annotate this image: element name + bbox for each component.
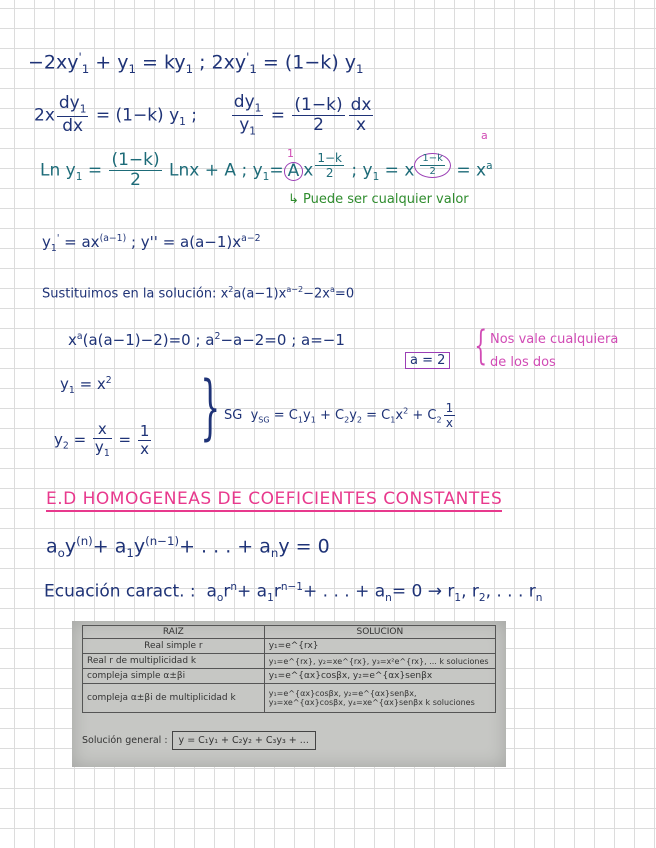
- equation-line-9: $a_oy^{(n)}+ a_1y^{(n-1)}+$ . . . + $a_ny = 0$: [46, 534, 330, 561]
- note-either-line2: de los dos: [490, 355, 556, 370]
- table-cell: Real simple r: [83, 639, 265, 654]
- boxed-solution: a = 2: [405, 354, 450, 367]
- note-any-value: ↳ Puede ser cualquier valor: [288, 192, 469, 207]
- general-solution-row: [82, 735, 316, 746]
- annotation-a: a: [481, 129, 488, 142]
- equation-line-3: Ln $y_1$ = $\frac{(1-k)}{2}$ Lnx + A ; $y_1= A$ x $^{\frac{1-k}{2}}$ ; $y_1 = x$ $^{\frac{1-k}{2}}$ = $x^a$: [40, 150, 493, 190]
- table-row: [83, 669, 496, 684]
- general-solution-label: Solución general :: [82, 735, 168, 746]
- equation-general-solution: SG $y_{SG} = C_1y_1 + C_2y_2 = C_1x^2 + C_2$ $\frac{1}{x}$: [224, 401, 454, 430]
- table-cell: y₁=e^{rx}: [264, 639, 495, 654]
- annotation-one: 1: [287, 147, 294, 160]
- table-cell: compleja α±βi de multiplicidad k: [83, 684, 265, 713]
- table-cell: y₁=e^{αx}cosβx, y₂=e^{αx}senβx: [264, 669, 495, 684]
- table-cell: y₁=e^{αx}cosβx, y₂=e^{αx}senβx, y₃=xe^{αx}cosβx, y₄=xe^{αx}senβx k soluciones: [264, 684, 495, 713]
- pink-brace: {: [474, 323, 488, 369]
- equation-y1: $y_1 = x^2$: [60, 375, 112, 396]
- note-either-line1: Nos vale cualquiera: [490, 332, 619, 347]
- roots-solutions-table: [82, 625, 496, 713]
- section-title: E.D HOMOGENEAS DE COEFICIENTES CONSTANTES: [46, 491, 502, 508]
- table-header: SOLUCION: [264, 626, 495, 639]
- table-photo: [72, 621, 506, 767]
- general-solution-formula: y = C₁y₁ + C₂y₂ + C₃y₃ + ...: [172, 731, 316, 750]
- equation-line-5: Sustituimos en la solución: $x^2a(a-1)x^{a-2}-2x^a=0$: [42, 285, 355, 302]
- table-row: [83, 639, 496, 654]
- table-row: [83, 654, 496, 669]
- equation-y2: $y_2$ = $\frac{x}{y_1}$ = $\frac{1}{x}$: [54, 420, 150, 459]
- equation-line-2: 2x $\frac{dy_1}{dx}$ = (1−k) $y_1$ ; $\frac{dy_1}{y_1}$ = $\frac{(1-k)}{2}$ $\frac{dx}{x}$: [34, 92, 372, 138]
- equation-line-1: $-2xy'_1 + y_1 = ky_1$ ; $2xy'_1 = (1-k)$ $y_1$: [28, 50, 364, 77]
- table-cell: compleja simple α±βi: [83, 669, 265, 684]
- table-cell: Real r de multiplicidad k: [83, 654, 265, 669]
- table-header: RAIZ: [83, 626, 265, 639]
- table-cell: y₁=e^{rx}, y₂=xe^{rx}, y₃=x²e^{rx}, ... k soluciones: [264, 654, 495, 669]
- equation-line-6: $x^a(a(a-1)-2)=0$ ; $a^2-a-2=0$ ; a=−1: [68, 331, 345, 349]
- navy-brace: }: [200, 366, 221, 448]
- table-row: [83, 684, 496, 713]
- equation-line-10: Ecuación caract. : $a_or^n+ a_1r^{n-1}+$ . . . + $a_n= 0 \to r_1$, $r_2$, . . . $r_n$: [44, 581, 543, 605]
- equation-line-4: $y_1' = ax^{(a-1)}$ ; $y'' = a(a-1)x^{a-2}$: [42, 233, 261, 254]
